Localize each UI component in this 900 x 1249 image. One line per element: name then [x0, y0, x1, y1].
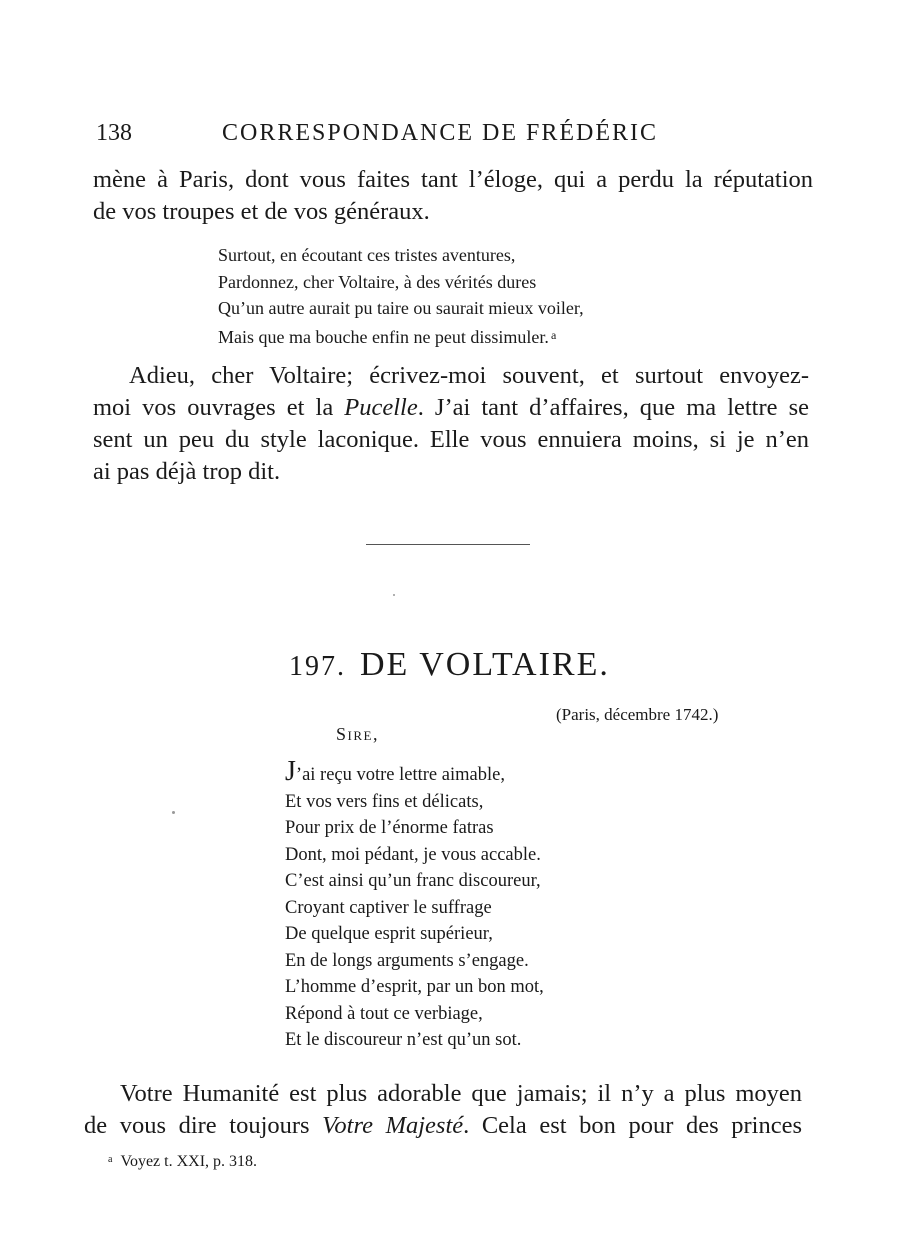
page-number: 138 — [96, 120, 132, 146]
final-paragraph — [84, 1078, 802, 1142]
salutation: Sire, — [336, 724, 379, 744]
footnote-marker: a — [550, 327, 557, 342]
ink-speck — [172, 811, 175, 814]
verse-line: Surtout, en écoutant ces tristes aventures, — [218, 245, 516, 265]
poem-line: Dont, moi pédant, je vous accable. — [285, 844, 541, 865]
verse-line: Qu’un autre aurait pu taire ou saurait mieux voiler, — [218, 298, 584, 318]
letter-heading — [289, 646, 610, 684]
running-head: CORRESPONDANCE DE FRÉDÉRIC — [222, 120, 659, 146]
text-segment: moi vos ouvrages et la — [93, 394, 345, 421]
text-line: Adieu, cher Voltaire; écrivez-moi souvent, et surtout envoyez- — [129, 362, 809, 389]
poem — [285, 756, 544, 1054]
text-line: Votre Humanité est plus adorable que jamais; il n’y a plus moyen — [120, 1080, 802, 1107]
verse-line — [218, 322, 584, 351]
letter-title: DE VOLTAIRE. — [360, 646, 610, 683]
italic-title: Votre Majesté — [322, 1112, 464, 1139]
verse-line: Pardonnez, cher Voltaire, à des vérités dures — [218, 271, 537, 292]
poem-line: C’est ainsi qu’un franc discoureur, — [285, 871, 541, 891]
letter-dateline: (Paris, décembre 1742.) — [556, 705, 719, 724]
closing-paragraph — [93, 360, 809, 488]
poem-line: Répond à tout ce verbiage, — [285, 1003, 483, 1024]
ink-speck — [393, 594, 395, 596]
text-line: de vos troupes et de vos généraux. — [93, 198, 430, 225]
poem-line: De quelque esprit supérieur, — [285, 924, 493, 944]
poem-line-text: ’ai reçu votre lettre aimable, — [295, 765, 505, 785]
text-line: mène à Paris, dont vous faites tant l’éloge, qui a perdu la réputation — [93, 166, 813, 193]
poem-line — [285, 756, 544, 789]
poem-line: Croyant captiver le suffrage — [285, 897, 492, 918]
text-line — [93, 392, 809, 424]
footnote — [108, 1153, 257, 1171]
footnote-label: a — [108, 1154, 113, 1165]
verse-line-text: Mais que ma bouche enfin ne peut dissimuler. — [218, 326, 549, 347]
footnote-text: Voyez t. XXI, p. 318. — [120, 1153, 258, 1170]
text-segment: de vous dire toujours — [84, 1112, 323, 1139]
poem-line: Pour prix de l’énorme fatras — [285, 818, 494, 838]
poem-line: L’homme d’esprit, par un bon mot, — [285, 977, 544, 997]
letter-number: 197. — [289, 651, 346, 682]
section-divider — [366, 544, 530, 545]
poem-line: Et vos vers fins et délicats, — [285, 791, 484, 812]
text-segment: . J’ai tant d’affaires, que ma lettre se — [417, 394, 810, 421]
italic-title: Pucelle — [344, 394, 418, 421]
text-line: ai pas déjà trop dit. — [93, 458, 281, 485]
poem-line: En de longs arguments s’engage. — [285, 950, 529, 971]
text-line — [84, 1110, 802, 1142]
drop-cap: J — [285, 756, 296, 787]
verse-quote — [218, 242, 584, 350]
poem-line: Et le discoureur n’est qu’un sot. — [285, 1030, 522, 1050]
continuation-paragraph — [93, 164, 813, 228]
text-segment: . Cela est bon pour des princes — [463, 1112, 802, 1139]
text-line: sent un peu du style laconique. Elle vous ennuiera moins, si je n’en — [93, 426, 809, 453]
